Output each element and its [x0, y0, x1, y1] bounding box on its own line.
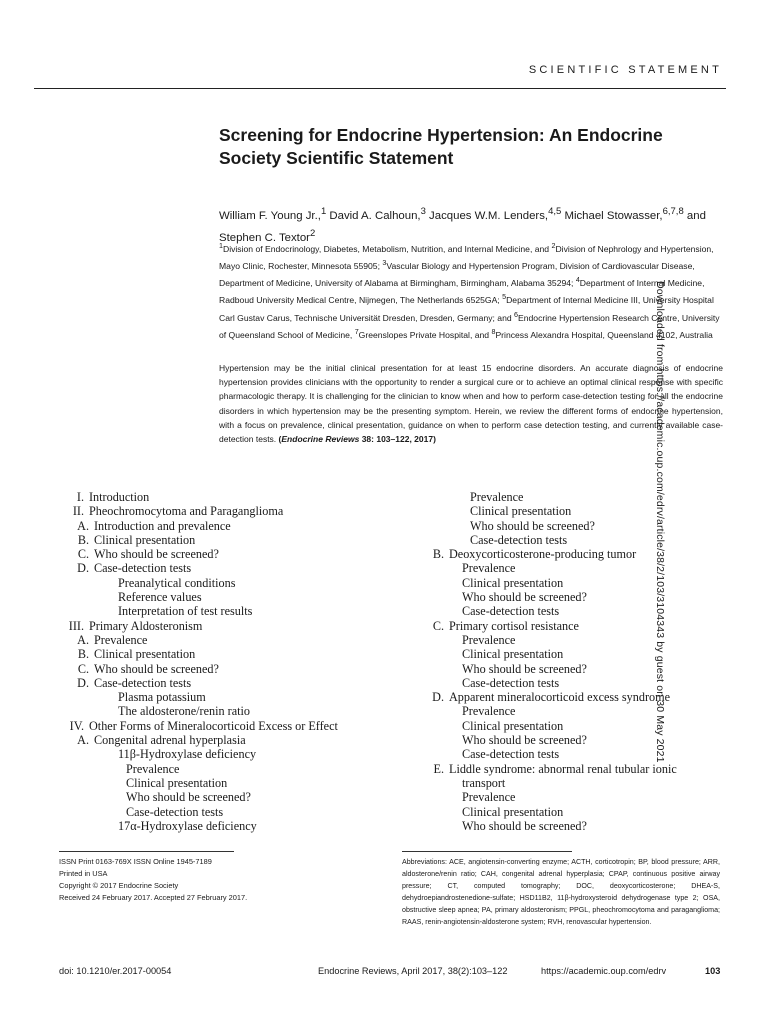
- toc-entry: [56, 719, 386, 733]
- copyright-line: Copyright © 2017 Endocrine Society: [59, 881, 179, 890]
- toc-entry-number: C.: [77, 547, 89, 562]
- toc-entry-number: B.: [77, 532, 89, 547]
- toc-entry-label: Liddle syndrome: abnormal renal tubular ionic: [449, 761, 677, 776]
- toc-entry: [424, 704, 724, 718]
- toc-entry-label: Prevalence: [126, 761, 180, 776]
- toc-entry-label: Who should be screened?: [126, 790, 251, 805]
- toc-entry: [424, 719, 724, 733]
- toc-left-column: [56, 490, 386, 833]
- toc-entry-number: E.: [433, 761, 444, 776]
- toc-entry-label: Clinical presentation: [462, 575, 564, 590]
- toc-entry-number: C.: [432, 618, 444, 633]
- toc-entry-label: Primary Aldosteronism: [89, 618, 203, 633]
- toc-entry-number: A.: [77, 518, 89, 533]
- article-title: Screening for Endocrine Hypertension: An Endocrine Society Scientific Statement: [219, 125, 663, 168]
- toc-entry: [56, 533, 386, 547]
- toc-entry-label: Case-detection tests: [462, 675, 560, 690]
- toc-entry-label: Clinical presentation: [462, 647, 564, 662]
- toc-entry: [56, 733, 386, 747]
- toc-entry-label: Introduction: [89, 490, 150, 504]
- toc-entry: [424, 619, 724, 633]
- toc-entry-label: Prevalence: [470, 490, 524, 504]
- toc-entry: [56, 547, 386, 561]
- toc-entry-number: A.: [77, 632, 89, 647]
- toc-entry: [424, 490, 724, 504]
- toc-entry-label: Pheochromocytoma and Paraganglioma: [89, 504, 284, 519]
- toc-entry: [56, 662, 386, 676]
- toc-entry-label: Deoxycorticosterone-producing tumor: [449, 547, 637, 562]
- toc-entry-label: Who should be screened?: [94, 547, 219, 562]
- toc-entry-label: Case-detection tests: [462, 747, 560, 762]
- printed-line: Printed in USA: [59, 869, 108, 878]
- toc-entry-label: Clinical presentation: [470, 504, 572, 519]
- toc-entry-label: Who should be screened?: [462, 733, 587, 748]
- toc-entry-label: Plasma potassium: [118, 690, 206, 705]
- toc-entry: [56, 776, 386, 790]
- toc-entry: [56, 805, 386, 819]
- toc-entry: [424, 676, 724, 690]
- toc-entry-label: Prevalence: [94, 632, 148, 647]
- toc-entry-label: Prevalence: [462, 561, 516, 576]
- toc-entry: [424, 690, 724, 704]
- toc-entry: [424, 733, 724, 747]
- toc-entry-label: Who should be screened?: [462, 590, 587, 605]
- toc-entry: [56, 590, 386, 604]
- toc-entry-label: 11β-Hydroxylase deficiency: [118, 747, 257, 762]
- toc-entry: [56, 647, 386, 661]
- toc-entry: [424, 519, 724, 533]
- toc-entry-label: Clinical presentation: [94, 647, 196, 662]
- toc-entry-number: III.: [68, 618, 84, 633]
- toc-entry-label: Who should be screened?: [470, 518, 595, 533]
- toc-entry-label: Prevalence: [462, 790, 516, 805]
- toc-entry-label: Primary cortisol resistance: [449, 618, 579, 633]
- toc-entry-label: Preanalytical conditions: [118, 575, 236, 590]
- toc-entry: [56, 633, 386, 647]
- journal-citation: Endocrine Reviews, April 2017, 38(2):103–122: [318, 966, 508, 976]
- toc-entry-label: 17α-Hydroxylase deficiency: [118, 818, 257, 833]
- toc-entry: [424, 819, 724, 833]
- toc-entry: [56, 690, 386, 704]
- toc-entry: [56, 604, 386, 618]
- toc-entry-label: Interpretation of test results: [118, 604, 253, 619]
- toc-entry: [424, 561, 724, 575]
- toc-entry-label: Who should be screened?: [462, 818, 587, 833]
- section-label: SCIENTIFIC STATEMENT: [528, 64, 722, 76]
- toc-entry-number: I.: [76, 490, 84, 504]
- toc-entry: [424, 590, 724, 604]
- toc-entry: [424, 747, 724, 761]
- footnote-rule-left: [59, 851, 234, 852]
- toc-entry: [424, 504, 724, 518]
- toc-entry: [56, 819, 386, 833]
- toc-entry: [56, 704, 386, 718]
- toc-entry: [424, 633, 724, 647]
- toc-entry: [56, 490, 386, 504]
- toc-entry-label: Prevalence: [462, 704, 516, 719]
- toc-entry-label: Congenital adrenal hyperplasia: [94, 733, 246, 748]
- toc-entry: [424, 776, 724, 790]
- toc-entry: [424, 647, 724, 661]
- toc-entry-label: Clinical presentation: [94, 532, 196, 547]
- toc-entry-number: II.: [72, 504, 84, 519]
- toc-entry: [424, 790, 724, 804]
- toc-entry: [424, 576, 724, 590]
- toc-entry-number: B.: [77, 647, 89, 662]
- toc-entry-label: Clinical presentation: [462, 804, 564, 819]
- affiliations: $^1$Division of Endocrinology, Diabetes, Metabolism, Nutrition, and Internal Medicine, and $^2$Division of Nephrology and Hypertension, Mayo Clinic, Rochester, Minnesota 55905; $^3$Vascular Biology and Hypertension Program, Division of Cardiovascular Disease, Department of Medicine, University of Alabama at Birmingham, Birmingham, Alabama 35294; $^4$Department of Internal Medicine, Radboud University Medical Centre, Nijmegen, The Netherlands 6525GA; $^5$Department of Internal Medicine III, University Hospital Carl Gustav Carus, Technische Universität Dresden, Dresden, Germany; and $^6$Endocrine Hypertension Research Centre, University of Queensland School of Medicine, $^7$Greenslopes Private Hospital, and $^8$Princess Alexandra Hospital, Queensland 4102, Australia: [219, 242, 720, 340]
- toc-entry-number: IV.: [69, 718, 84, 733]
- toc-entry-label: Who should be screened?: [462, 661, 587, 676]
- toc-entry: [56, 519, 386, 533]
- toc-entry: [56, 561, 386, 575]
- toc-entry-label: The aldosterone/renin ratio: [118, 704, 250, 719]
- received-line: Received 24 February 2017. Accepted 27 February 2017.: [59, 893, 248, 902]
- publication-info: [59, 856, 339, 904]
- toc-entry-number: D.: [77, 675, 89, 690]
- toc-entry-label: Clinical presentation: [126, 775, 228, 790]
- toc-entry: [56, 504, 386, 518]
- toc-entry: [424, 805, 724, 819]
- toc-entry-label: Other Forms of Mineralocorticoid Excess or Effect: [89, 718, 338, 733]
- page-number: 103: [705, 966, 721, 976]
- toc-entry-label: Case-detection tests: [94, 561, 192, 576]
- doi-link[interactable]: doi: 10.1210/er.2017-00054: [59, 966, 172, 976]
- toc-entry-label: Reference values: [118, 590, 202, 605]
- toc-entry-number: D.: [432, 690, 444, 705]
- abbreviations-footnote: Abbreviations: ACE, angiotensin-converting enzyme; ACTH, corticotropin; BP, blood pressure; ARR, aldosterone/renin ratio; CAH, congenital adrenal hyperplasia; CPAP, continuous positive airway pressure; CT, computed tomography; DOC, deoxycorticosterone; DHEA-S, dehydroepiandrostenedione-sulfate; HSD11B2, 11β-hydroxysteroid dehydrogenase type 2; OSA, obstructive sleep apnea; PA, primary aldosteronism; PPGL, pheochromocytoma and paraganglioma; RAAS, renin-angiotensin-aldosterone system; RVH, renovascular hypertension.: [402, 858, 720, 926]
- toc-entry-label: Prevalence: [462, 632, 516, 647]
- toc-entry-label: Case-detection tests: [126, 804, 224, 819]
- toc-entry: [56, 576, 386, 590]
- toc-entry-number: D.: [77, 561, 89, 576]
- toc-entry: [56, 747, 386, 761]
- toc-entry-label: Clinical presentation: [462, 718, 564, 733]
- download-watermark: Downloaded from https://academic.oup.com/edrv/article/38/2/103/3104343 by guest on 30 May 2021: [654, 281, 666, 763]
- toc-entry: [424, 533, 724, 547]
- toc-entry-label: transport: [462, 775, 506, 790]
- issn-line: ISSN Print 0163-769X ISSN Online 1945-7189: [59, 857, 212, 866]
- journal-url[interactable]: https://academic.oup.com/edrv: [541, 966, 667, 976]
- toc-entry: [424, 604, 724, 618]
- footnote-rule-right: [402, 851, 572, 852]
- toc-entry-label: Case-detection tests: [470, 532, 568, 547]
- toc-entry-label: Introduction and prevalence: [94, 518, 231, 533]
- toc-entry-label: Case-detection tests: [462, 604, 560, 619]
- toc-entry-number: B.: [432, 547, 444, 562]
- toc-entry: [56, 762, 386, 776]
- toc-entry-number: C.: [77, 661, 89, 676]
- toc-entry-label: Apparent mineralocorticoid excess syndrome: [449, 690, 670, 705]
- toc-entry: [56, 676, 386, 690]
- toc-entry: [424, 662, 724, 676]
- toc-entry-number: A.: [77, 733, 89, 748]
- toc-entry: [56, 790, 386, 804]
- toc-entry: [424, 547, 724, 561]
- toc-right-column: [424, 490, 724, 833]
- toc-entry-label: Case-detection tests: [94, 675, 192, 690]
- abstract: Hypertension may be the initial clinical presentation for at least 15 endocrine disorders. An accurate diagnosis of endocrine hypertension provides clinicians with the opportunity to render a surgical cure or to achieve an optimal clinical response with specific pharmacologic therapy. It is challenging for the clinician to know when and how to perform case-detection testing for all the endocrine disorders in which hypertension may be the presenting symptom. Herein, we review the different forms of endocrine hypertension, with a focus on prevalence, clinical presentation, guidance on when to perform case detection testing, and currently available case-detection tests. (Endocrine Reviews 38: 103–122, 2017): [219, 363, 723, 445]
- toc-entry: [56, 619, 386, 633]
- header-rule: [34, 88, 726, 89]
- toc-entry-label: Who should be screened?: [94, 661, 219, 676]
- author-list: William F. Young Jr.,$^1$ David A. Calhoun,$^3$ Jacques W.M. Lenders,$^{4,5}$ Michael Stowasser,$^{6,7,8}$ and Stephen C. Textor$^2$: [219, 206, 706, 244]
- toc-entry: [424, 762, 724, 776]
